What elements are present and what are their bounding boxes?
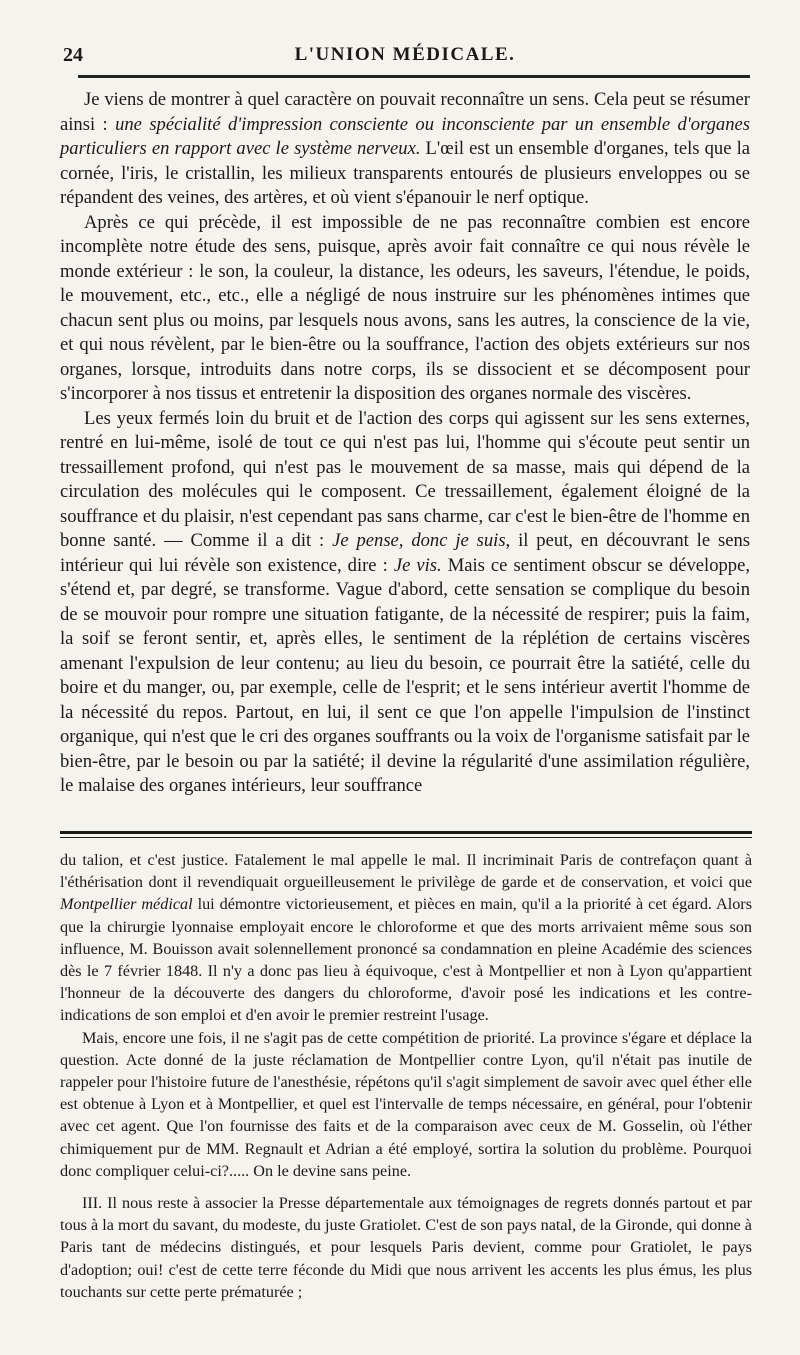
page-number: 24	[63, 44, 83, 66]
footnote-separator	[60, 831, 752, 838]
header-rule	[78, 75, 750, 78]
quote-emphasis: Je pense, donc je suis,	[332, 530, 511, 551]
quote-emphasis: Je vis.	[393, 554, 442, 576]
paragraph: Après ce qui précède, il est impossible de ne pas reconnaître combien est encore incomplète notre étude des sens, puisque, après avoir fait connaître ce qui nous révèle le monde extérieur : le son, la couleur, la distance, les odeurs, les saveurs, l'étendue, le poids, le mouvement, etc., etc., elle a négligé de nous instruire sur les phénomènes intimes que chacun sent plus ou moins, par lesquels nous avons, sans les autres, la conscience de la vie, et qui nous révèlent, par le bien-être ou la souffrance, l'action des objets extérieurs sur nos organes, lorsque, introduits dans notre corps, ils se dissocient et se décomposent pour s'incorporer à nos tissus et entretenir la disposition des organes normale des viscères.	[60, 211, 750, 404]
footnote-paragraph: Mais, encore une fois, il ne s'agit pas de cette compétition de priorité. La province s'égare et déplace la question. Acte donné de la juste réclamation de Montpellier contre Lyon, qu'il n'était pas inutile de rappeler pour l'histoire future de l'anesthésie, répétons qu'il s'agit simplement de savoir avec quel éther elle est obtenue à Lyon et à Montpellier, et quel est l'intervalle de temps nécessaire, en général, pour l'obtenir avec cet agent. Que l'on fournisse des faits et de la comparaison avec ceux de M. Gosselin, où l'éther chimiquement pur de MM. Regnault et Adrian a été employé, sortira la solution du problème. Pourquoi donc compliquer celui-ci?..... On le devine sans peine.	[60, 1028, 752, 1180]
journal-title: Montpellier médical	[60, 895, 193, 914]
footnote-paragraph: du talion, et c'est justice. Fatalement le mal appelle le mal. Il incriminait Paris de contrefaçon quant à l'éthérisation dont il revendiquait orgueilleusement le privilège de garde et de conservation, et voici que Montpellier médical lui démontre victorieusement, et pièces en main, qu'il a la priorité à cet égard. Alors que la chirurgie lyonnaise employait encore le chloroforme et que des morts arrivaient même sous son influence, M. Bouisson avait solennellement prononcé sa condamnation en pleine Académie des sciences dès le 7 février 1848. Il n'y a donc pas lieu à équivoque, c'est à Montpellier et non à Lyon qu'appartient l'honneur de la découverte des dangers du chloroforme, d'avoir posé les indications et les contre-indications de son emploi et d'en avoir le premier restreint l'usage.	[60, 851, 752, 1025]
footnote-text	[60, 849, 752, 1303]
page-header	[60, 44, 750, 70]
main-text	[60, 88, 750, 799]
footnote-paragraph: III. Il nous reste à associer la Presse départementale aux témoignages de regrets donnés partout et par tous à la mort du savant, du modeste, du juste Gratiolet. C'est de son pays natal, de la Gironde, qui donne à Paris tant de médecins distingués, et pour lesquels Paris devient, comme pour Gratiolet, le pays d'adoption; oui! c'est de cette terre féconde du Midi que nous arrivent les accents les plus émus, les plus touchants sur cette perte prématurée ;	[60, 1194, 752, 1301]
paragraph: Je viens de montrer à quel caractère on pouvait reconnaître un sens. Cela peut se résumer ainsi : une spécialité d'impression consciente ou inconsciente par un ensemble d'organes particuliers en rapport avec le système nerveux. L'œil est un ensemble d'organes, tels que la cornée, l'iris, le cristallin, les milieux transparents entourés de plusieurs enveloppes ou se répandent des veines, des artères, et où vient s'épanouir le nerf optique.	[60, 89, 750, 208]
definition-emphasis: une spécialité d'impression consciente ou inconsciente par un ensemble d'organes particuliers en rapport avec le système nerveux.	[60, 113, 750, 159]
running-title: L'UNION MÉDICALE.	[294, 44, 516, 65]
paragraph: Les yeux fermés loin du bruit et de l'action des corps qui agissent sur les sens externes, rentré en lui-même, isolé de tout ce qui n'est pas lui, l'homme qui s'écoute peut sentir un tressaillement profond, qui n'est pas le mouvement de sa masse, mais qui dépend de la circulation des molécules qui le composent. Ce tressaillement, également éloigné de la souffrance et du plaisir, n'est cependant pas sans charme, car c'est le bien-être de l'homme en bonne santé. — Comme il a dit : Je pense, donc je suis, il peut, en découvrant le sens intérieur qui lui révèle son existence, dire : Je vis. Mais ce sentiment obscur se développe, s'étend et, par degré, se transforme. Vague d'abord, cette sensation se complique du besoin de se mouvoir pour rompre une situation fatigante, de la nécessité de respirer; puis la faim, la soif se feront sentir, et, après elles, le sentiment de la réplétion de certains viscères amenant l'expulsion de leur contenu; au lieu du besoin, ce pourrait être la satiété, celle du boire et du manger, ou, par exemple, celle de l'esprit; et le sens intérieur avertit l'homme de la nécessité du repos. Partout, en lui, il sent ce que l'on appelle l'impulsion de l'instinct organique, qui n'est que le cri des organes souffrants ou la voix de l'organisme satisfait par le bien-être, par le besoin ou par la satiété; il devine la régularité d'une assimilation régulière, le malaise des organes intérieurs, leur souffrance	[60, 407, 750, 796]
